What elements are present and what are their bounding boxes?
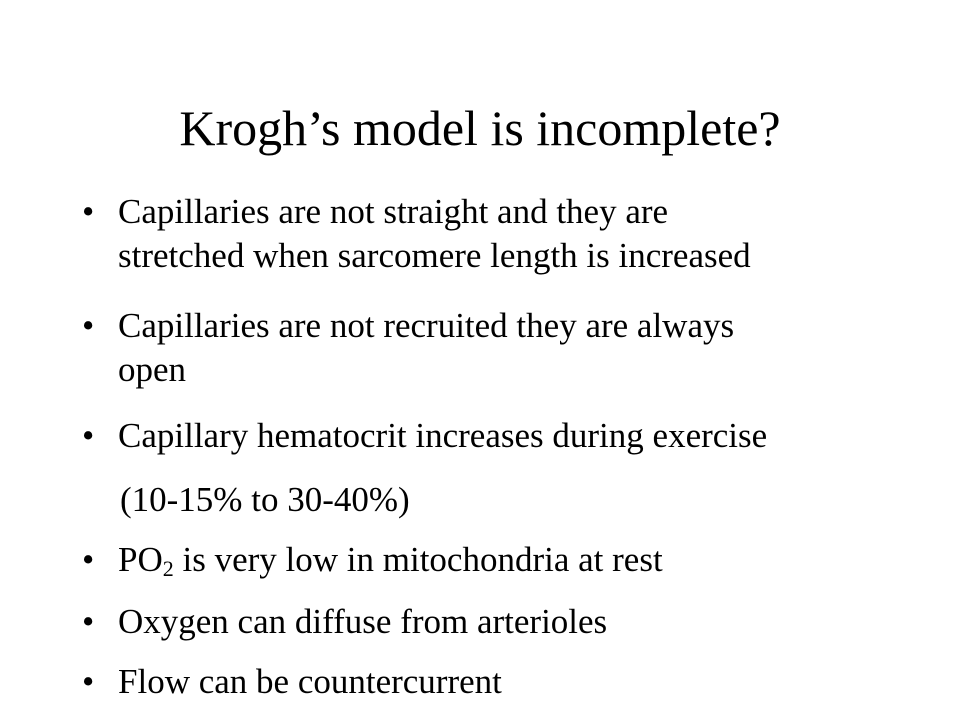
slide-title: Krogh’s model is incomplete? — [179, 100, 781, 156]
bullet-text: Flow can be countercurrent — [118, 662, 502, 701]
bullet-marker: • — [82, 662, 95, 701]
bullet-marker: • — [82, 416, 95, 455]
bullet-line: Capillaries are not straight and they are — [118, 192, 669, 231]
bullet-marker: • — [82, 540, 95, 579]
bullet-continuation: (10-15% to 30-40%) — [120, 480, 410, 519]
po2-subscript: 2 — [162, 556, 174, 581]
bullet-line: open — [118, 350, 187, 389]
bullet-item — [82, 190, 751, 278]
bullet-line: stretched when sarcomere length is increased — [118, 236, 751, 275]
bullet-text: Capillary hematocrit increases during exercise — [118, 416, 768, 455]
bullet-item — [82, 414, 767, 458]
bullet-text — [118, 304, 734, 392]
po2-prefix: PO — [118, 540, 163, 579]
bullet-text — [118, 190, 751, 278]
bullet-item — [82, 538, 663, 582]
bullet-marker: • — [82, 192, 95, 231]
bullet-text: Oxygen can diffuse from arterioles — [118, 602, 608, 641]
po2-suffix: is very low in mitochondria at rest — [173, 540, 663, 579]
bullet-marker: • — [82, 602, 95, 641]
bullet-line: Capillaries are not recruited they are always — [118, 306, 735, 345]
bullet-marker: • — [82, 306, 95, 345]
bullet-item — [82, 600, 607, 644]
bullet-item — [82, 304, 734, 392]
bullet-text — [118, 538, 663, 582]
bullet-item — [82, 660, 502, 704]
